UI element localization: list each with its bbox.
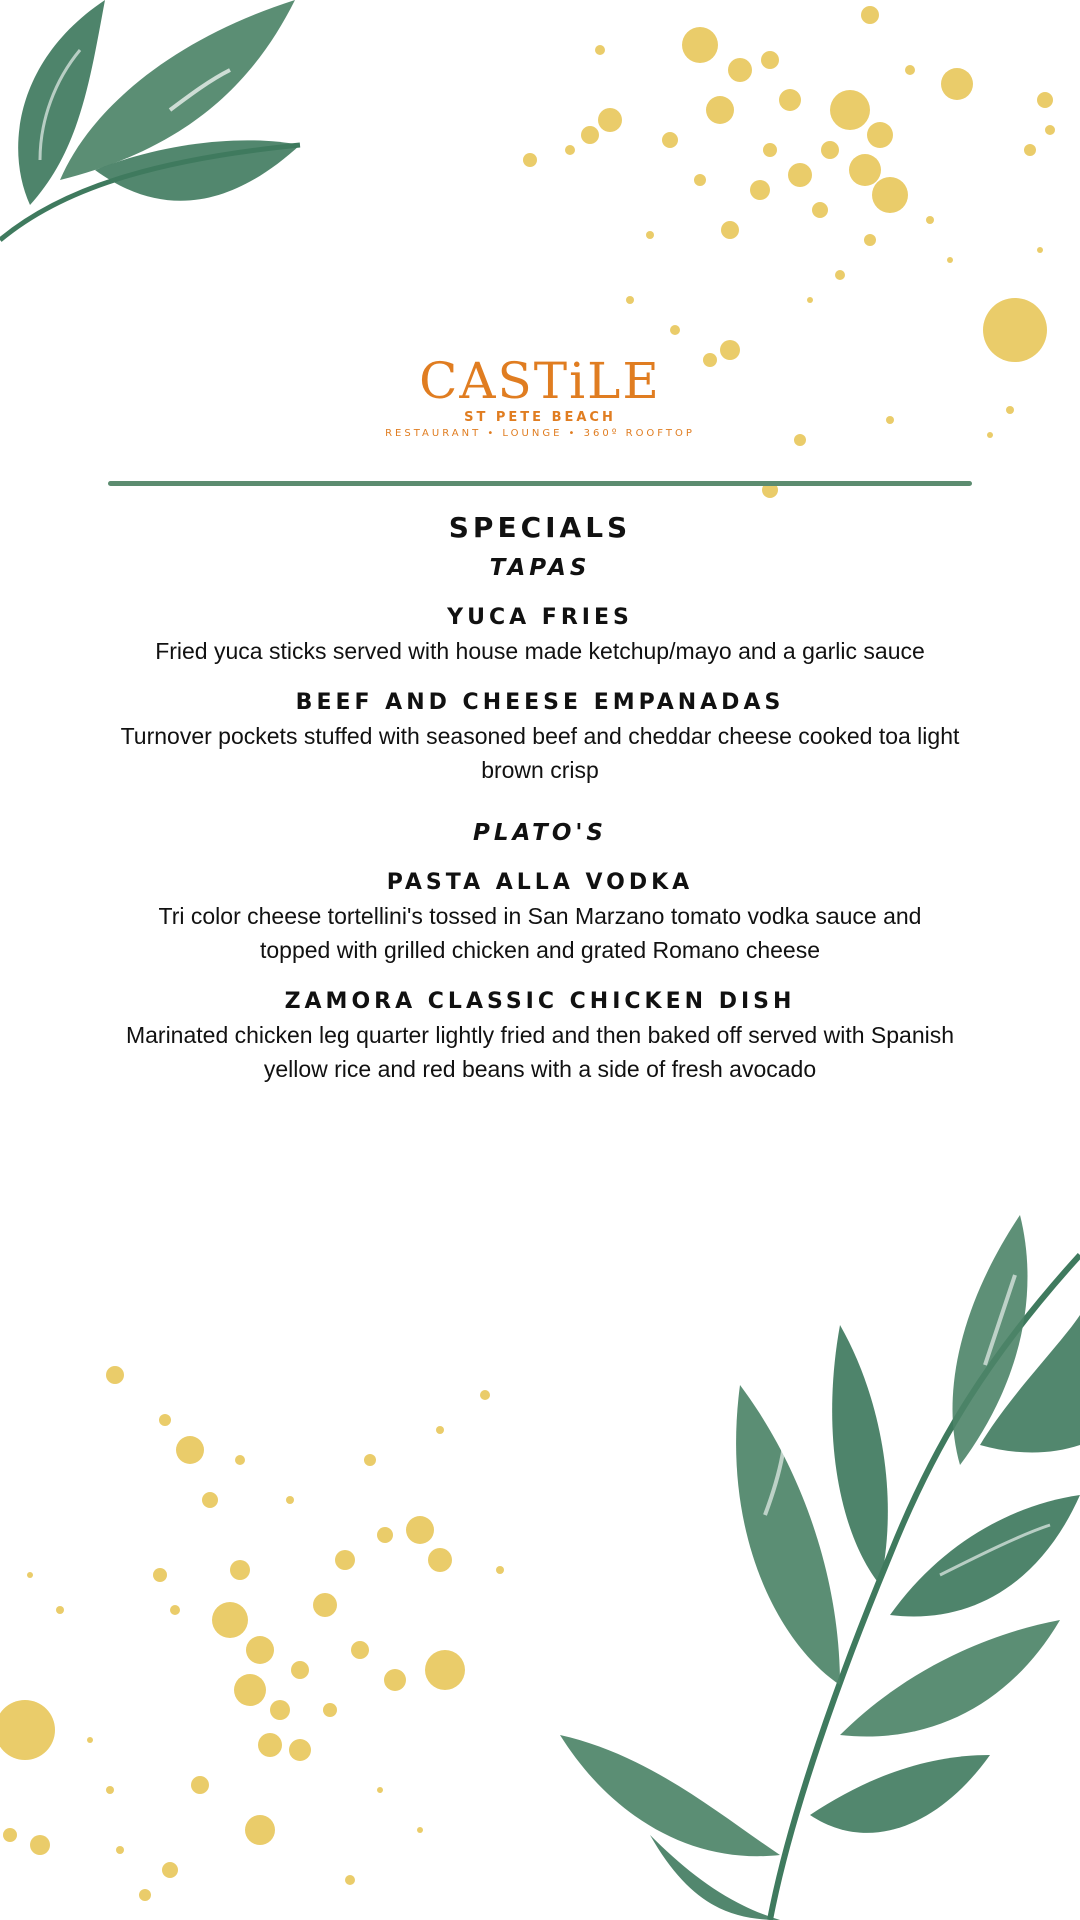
menu-item-name: BEEF AND CHEESE EMPANADAS (295, 690, 785, 715)
specials-menu (100, 508, 980, 1086)
leaf-branch-top-left-decoration (0, 0, 310, 250)
header-divider (108, 481, 972, 486)
logo-subtitle: ST PETE BEACH (464, 410, 616, 425)
section-heading: PLATO'S (473, 820, 607, 846)
section-heading: TAPAS (489, 555, 591, 581)
restaurant-logo-wordmark: CASTiLE (419, 352, 661, 410)
menu-item-name: YUCA FRIES (447, 605, 633, 630)
menu-item-description: Fried yuca sticks served with house made ketchup/mayo and a garlic sauce (155, 638, 925, 664)
menu-item (100, 602, 980, 668)
menu-item (100, 986, 980, 1086)
leaf-branch-bottom-right-decoration (540, 1215, 1080, 1920)
menu-item-name: ZAMORA CLASSIC CHICKEN DISH (284, 989, 796, 1014)
menu-title: SPECIALS (448, 511, 632, 544)
menu-item (100, 687, 980, 787)
menu-item-description: Tri color cheese tortellini's tossed in San Marzano tomato vodka sauce and topped with grilled chicken and grated Romano cheese (158, 903, 922, 963)
gold-splatter-bottom-left-decoration (0, 1230, 520, 1920)
menu-item-description: Turnover pockets stuffed with seasoned beef and cheddar cheese cooked toa light brown crisp (120, 723, 960, 783)
menu-item (100, 867, 980, 967)
menu-section-platos (100, 817, 980, 1086)
menu-section-tapas (100, 552, 980, 787)
logo-tagline: RESTAURANT • LOUNGE • 360º ROOFTOP (385, 428, 695, 439)
menu-item-name: PASTA ALLA VODKA (386, 870, 694, 895)
menu-item-description: Marinated chicken leg quarter lightly fried and then baked off served with Spanish yellow rice and red beans with a side of fresh avocado (125, 1022, 955, 1082)
gold-splatter-top-right-decoration (470, 0, 1080, 500)
